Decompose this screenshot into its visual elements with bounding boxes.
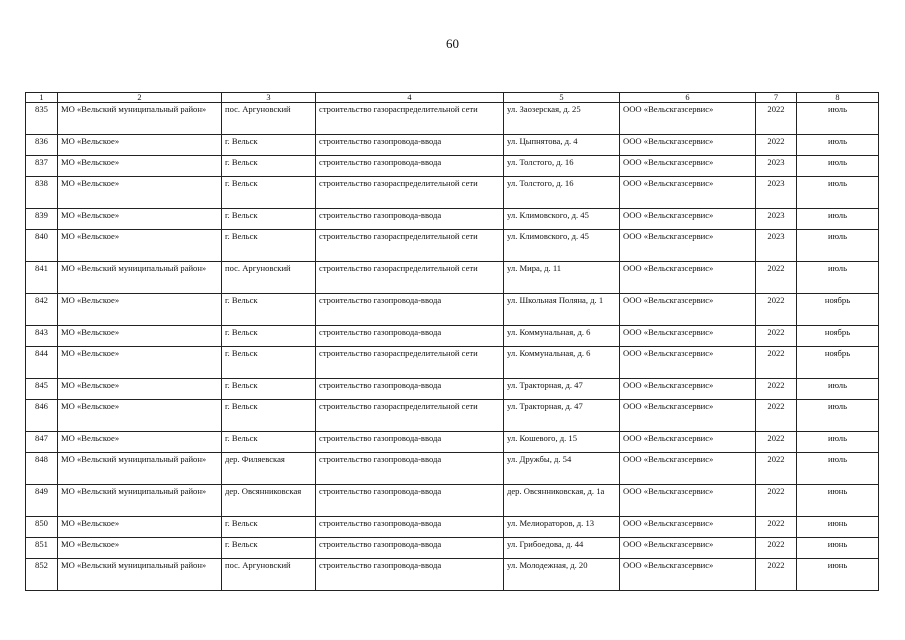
year-cell: 2022: [756, 559, 797, 591]
row-number: 842: [26, 294, 58, 326]
month-cell: июль: [797, 103, 879, 135]
organization-cell: ООО «Вельскгазсервис»: [620, 177, 756, 209]
year-cell: 2022: [756, 517, 797, 538]
header-col-8: 8: [797, 93, 879, 103]
settlement-cell: г. Вельск: [222, 538, 316, 559]
municipality-cell: МО «Вельский муниципальный район»: [58, 485, 222, 517]
municipality-cell: МО «Вельское»: [58, 294, 222, 326]
organization-cell: ООО «Вельскгазсервис»: [620, 453, 756, 485]
table-row: [26, 156, 879, 177]
table-row: [26, 485, 879, 517]
address-cell: ул. Кошевого, д. 15: [504, 432, 620, 453]
year-cell: 2022: [756, 453, 797, 485]
month-cell: июль: [797, 262, 879, 294]
settlement-cell: г. Вельск: [222, 209, 316, 230]
year-cell: 2022: [756, 400, 797, 432]
municipality-cell: МО «Вельский муниципальный район»: [58, 453, 222, 485]
settlement-cell: дер. Овсянниковская: [222, 485, 316, 517]
work-type-cell: строительство газопровода-ввода: [316, 294, 504, 326]
organization-cell: ООО «Вельскгазсервис»: [620, 103, 756, 135]
month-cell: июль: [797, 177, 879, 209]
year-cell: 2022: [756, 379, 797, 400]
address-cell: ул. Тракторная, д. 47: [504, 379, 620, 400]
settlement-cell: пос. Аргуновский: [222, 262, 316, 294]
table-row: [26, 135, 879, 156]
year-cell: 2023: [756, 230, 797, 262]
work-type-cell: строительство газораспределительной сети: [316, 103, 504, 135]
year-cell: 2022: [756, 135, 797, 156]
address-cell: ул. Толстого, д. 16: [504, 156, 620, 177]
row-number: 847: [26, 432, 58, 453]
month-cell: июль: [797, 400, 879, 432]
table-row: [26, 432, 879, 453]
table-row: [26, 177, 879, 209]
month-cell: июль: [797, 209, 879, 230]
year-cell: 2022: [756, 538, 797, 559]
organization-cell: ООО «Вельскгазсервис»: [620, 517, 756, 538]
work-type-cell: строительство газопровода-ввода: [316, 517, 504, 538]
settlement-cell: дер. Филяевская: [222, 453, 316, 485]
organization-cell: ООО «Вельскгазсервис»: [620, 379, 756, 400]
month-cell: июль: [797, 432, 879, 453]
table-row: [26, 294, 879, 326]
table-row: [26, 103, 879, 135]
table-row: [26, 262, 879, 294]
municipality-cell: МО «Вельский муниципальный район»: [58, 262, 222, 294]
address-cell: ул. Мелиораторов, д. 13: [504, 517, 620, 538]
header-col-7: 7: [756, 93, 797, 103]
address-cell: ул. Заозерская, д. 25: [504, 103, 620, 135]
municipality-cell: МО «Вельское»: [58, 400, 222, 432]
settlement-cell: г. Вельск: [222, 326, 316, 347]
year-cell: 2022: [756, 347, 797, 379]
row-number: 835: [26, 103, 58, 135]
table-row: [26, 453, 879, 485]
row-number: 841: [26, 262, 58, 294]
year-cell: 2023: [756, 209, 797, 230]
work-type-cell: строительство газопровода-ввода: [316, 379, 504, 400]
table-row: [26, 559, 879, 591]
row-number: 844: [26, 347, 58, 379]
address-cell: ул. Климовского, д. 45: [504, 209, 620, 230]
work-type-cell: строительство газопровода-ввода: [316, 485, 504, 517]
address-cell: ул. Климовского, д. 45: [504, 230, 620, 262]
address-cell: ул. Коммунальная, д. 6: [504, 326, 620, 347]
row-number: 851: [26, 538, 58, 559]
work-type-cell: строительство газораспределительной сети: [316, 347, 504, 379]
works-table: [25, 92, 879, 591]
header-col-2: 2: [58, 93, 222, 103]
month-cell: июль: [797, 379, 879, 400]
settlement-cell: г. Вельск: [222, 400, 316, 432]
row-number: 838: [26, 177, 58, 209]
settlement-cell: пос. Аргуновский: [222, 559, 316, 591]
address-cell: ул. Коммунальная, д. 6: [504, 347, 620, 379]
row-number: 843: [26, 326, 58, 347]
table-row: [26, 379, 879, 400]
address-cell: ул. Тракторная, д. 47: [504, 400, 620, 432]
settlement-cell: г. Вельск: [222, 177, 316, 209]
settlement-cell: г. Вельск: [222, 230, 316, 262]
row-number: 852: [26, 559, 58, 591]
table-row: [26, 209, 879, 230]
address-cell: ул. Цыпнятова, д. 4: [504, 135, 620, 156]
organization-cell: ООО «Вельскгазсервис»: [620, 485, 756, 517]
organization-cell: ООО «Вельскгазсервис»: [620, 209, 756, 230]
work-type-cell: строительство газораспределительной сети: [316, 230, 504, 262]
month-cell: июль: [797, 135, 879, 156]
address-cell: ул. Молодежная, д. 20: [504, 559, 620, 591]
table-row: [26, 326, 879, 347]
year-cell: 2022: [756, 103, 797, 135]
header-col-1: 1: [26, 93, 58, 103]
row-number: 836: [26, 135, 58, 156]
month-cell: июнь: [797, 559, 879, 591]
month-cell: июль: [797, 453, 879, 485]
municipality-cell: МО «Вельское»: [58, 156, 222, 177]
organization-cell: ООО «Вельскгазсервис»: [620, 559, 756, 591]
address-cell: ул. Мира, д. 11: [504, 262, 620, 294]
month-cell: июнь: [797, 538, 879, 559]
row-number: 839: [26, 209, 58, 230]
year-cell: 2022: [756, 432, 797, 453]
header-col-5: 5: [504, 93, 620, 103]
month-cell: июнь: [797, 485, 879, 517]
row-number: 840: [26, 230, 58, 262]
work-type-cell: строительство газопровода-ввода: [316, 538, 504, 559]
row-number: 846: [26, 400, 58, 432]
organization-cell: ООО «Вельскгазсервис»: [620, 135, 756, 156]
municipality-cell: МО «Вельское»: [58, 379, 222, 400]
municipality-cell: МО «Вельское»: [58, 230, 222, 262]
work-type-cell: строительство газопровода-ввода: [316, 559, 504, 591]
organization-cell: ООО «Вельскгазсервис»: [620, 230, 756, 262]
work-type-cell: строительство газопровода-ввода: [316, 156, 504, 177]
work-type-cell: строительство газопровода-ввода: [316, 209, 504, 230]
row-number: 845: [26, 379, 58, 400]
table-row: [26, 538, 879, 559]
year-cell: 2023: [756, 156, 797, 177]
settlement-cell: г. Вельск: [222, 517, 316, 538]
row-number: 848: [26, 453, 58, 485]
year-cell: 2022: [756, 485, 797, 517]
month-cell: ноябрь: [797, 294, 879, 326]
work-type-cell: строительство газопровода-ввода: [316, 453, 504, 485]
settlement-cell: г. Вельск: [222, 156, 316, 177]
row-number: 849: [26, 485, 58, 517]
settlement-cell: пос. Аргуновский: [222, 103, 316, 135]
organization-cell: ООО «Вельскгазсервис»: [620, 347, 756, 379]
municipality-cell: МО «Вельское»: [58, 135, 222, 156]
table-row: [26, 347, 879, 379]
work-type-cell: строительство газораспределительной сети: [316, 400, 504, 432]
municipality-cell: МО «Вельский муниципальный район»: [58, 103, 222, 135]
table-row: [26, 230, 879, 262]
organization-cell: ООО «Вельскгазсервис»: [620, 326, 756, 347]
page-number: 60: [446, 36, 459, 51]
municipality-cell: МО «Вельское»: [58, 347, 222, 379]
table-row: [26, 400, 879, 432]
organization-cell: ООО «Вельскгазсервис»: [620, 262, 756, 294]
organization-cell: ООО «Вельскгазсервис»: [620, 156, 756, 177]
organization-cell: ООО «Вельскгазсервис»: [620, 538, 756, 559]
work-type-cell: строительство газораспределительной сети: [316, 262, 504, 294]
month-cell: июнь: [797, 517, 879, 538]
work-type-cell: строительство газопровода-ввода: [316, 135, 504, 156]
municipality-cell: МО «Вельское»: [58, 432, 222, 453]
organization-cell: ООО «Вельскгазсервис»: [620, 432, 756, 453]
address-cell: дер. Овсянниковская, д. 1а: [504, 485, 620, 517]
settlement-cell: г. Вельск: [222, 347, 316, 379]
settlement-cell: г. Вельск: [222, 135, 316, 156]
settlement-cell: г. Вельск: [222, 294, 316, 326]
address-cell: ул. Школьная Поляна, д. 1: [504, 294, 620, 326]
municipality-cell: МО «Вельское»: [58, 326, 222, 347]
header-row: [26, 93, 879, 103]
header-col-6: 6: [620, 93, 756, 103]
year-cell: 2022: [756, 294, 797, 326]
address-cell: ул. Толстого, д. 16: [504, 177, 620, 209]
row-number: 837: [26, 156, 58, 177]
settlement-cell: г. Вельск: [222, 379, 316, 400]
month-cell: ноябрь: [797, 347, 879, 379]
address-cell: ул. Грибоедова, д. 44: [504, 538, 620, 559]
month-cell: июль: [797, 230, 879, 262]
year-cell: 2022: [756, 326, 797, 347]
work-type-cell: строительство газопровода-ввода: [316, 432, 504, 453]
municipality-cell: МО «Вельское»: [58, 177, 222, 209]
header-col-4: 4: [316, 93, 504, 103]
table-body: [26, 103, 879, 591]
settlement-cell: г. Вельск: [222, 432, 316, 453]
organization-cell: ООО «Вельскгазсервис»: [620, 294, 756, 326]
organization-cell: ООО «Вельскгазсервис»: [620, 400, 756, 432]
header-col-3: 3: [222, 93, 316, 103]
year-cell: 2022: [756, 262, 797, 294]
table-row: [26, 517, 879, 538]
address-cell: ул. Дружбы, д. 54: [504, 453, 620, 485]
municipality-cell: МО «Вельское»: [58, 538, 222, 559]
work-type-cell: строительство газопровода-ввода: [316, 326, 504, 347]
municipality-cell: МО «Вельское»: [58, 209, 222, 230]
work-type-cell: строительство газораспределительной сети: [316, 177, 504, 209]
year-cell: 2023: [756, 177, 797, 209]
row-number: 850: [26, 517, 58, 538]
municipality-cell: МО «Вельское»: [58, 517, 222, 538]
month-cell: июль: [797, 156, 879, 177]
month-cell: ноябрь: [797, 326, 879, 347]
municipality-cell: МО «Вельский муниципальный район»: [58, 559, 222, 591]
